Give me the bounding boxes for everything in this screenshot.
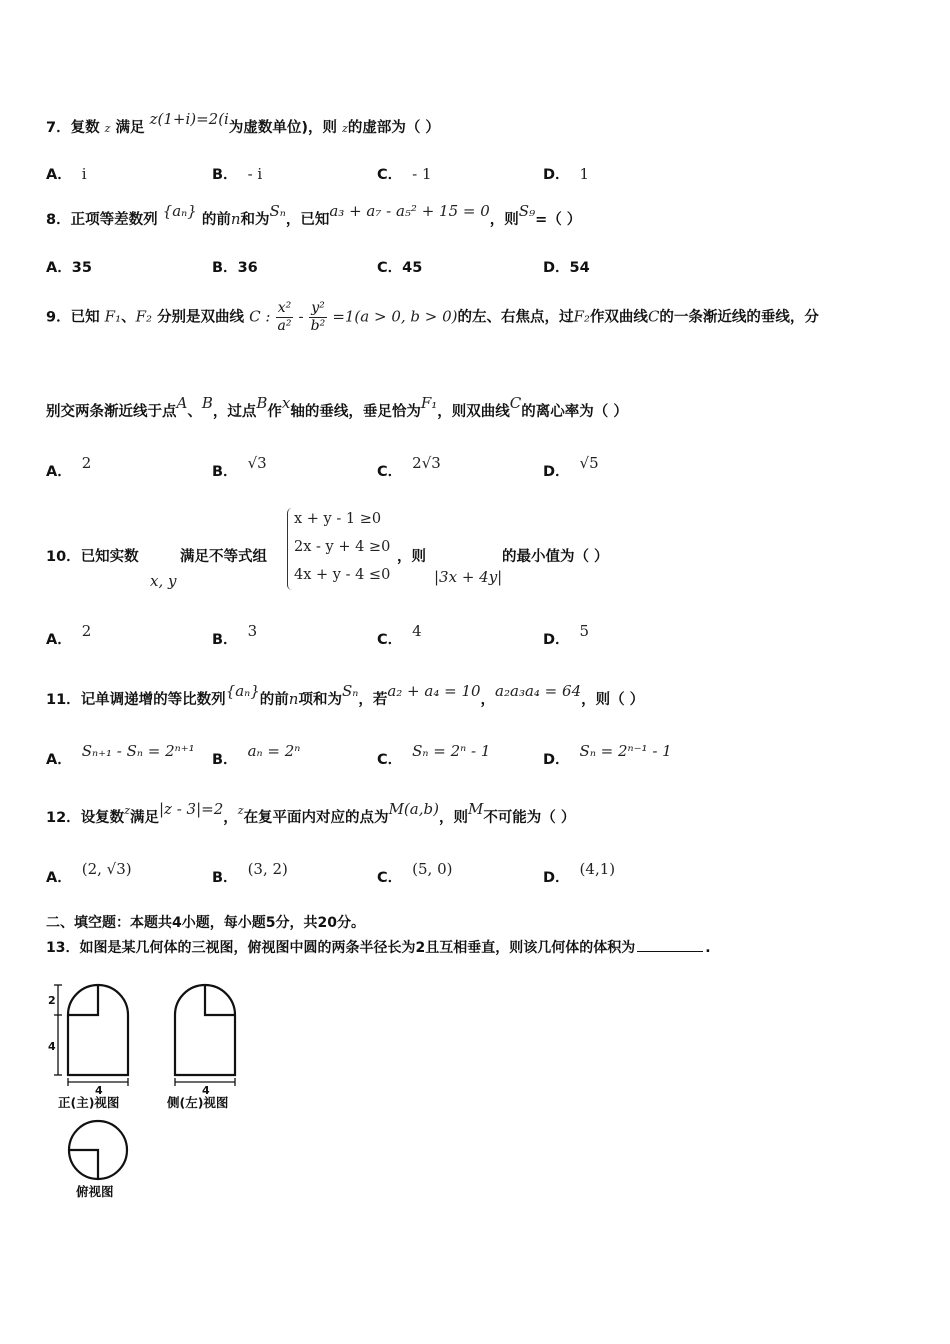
question-13: 13．如图是某几何体的三视图，俯视图中圆的两条半径长为2且互相垂直，则该几何体的体积为 . — [46, 940, 711, 956]
q9-option-c[interactable]: C． 2√3 — [377, 454, 441, 480]
q12-option-a[interactable]: A． (2, √3) — [46, 860, 132, 886]
q10-option-a[interactable]: A． 2 — [46, 622, 92, 648]
q7-equation: z(1+i)=2(i — [149, 110, 229, 128]
q11-option-b[interactable]: B． aₙ = 2ⁿ — [212, 742, 301, 768]
q8-option-b[interactable]: B．36 — [212, 260, 258, 276]
q10-option-b[interactable]: B． 3 — [212, 622, 258, 648]
dim-side-label: 4 — [48, 1040, 56, 1053]
question-7: 7．复数 z 满足 z(1+i)=2(i为虚数单位)，则 z的虚部为（ ） — [46, 110, 440, 136]
x2-over-a2: $\frac{\text{x²}}{\text{a²}}$ — [277, 300, 292, 334]
q12-option-c[interactable]: C． (5, 0) — [377, 860, 453, 886]
question-12: 12．设复数$^z$满足|z - 3|=2，$^z$在复平面内对应的点为M(a,b)，则M不可能为（ ） — [46, 800, 576, 826]
q11-option-c[interactable]: C． Sₙ = 2ⁿ - 1 — [377, 742, 491, 768]
front-view-label: 正(主)视图 — [58, 1095, 120, 1110]
question-8: 8．正项等差数列 {aₙ} 的前n和为Sₙ，已知a₃ + a₇ - a₅² + 15 = 0，则S₉=（ ） — [46, 202, 582, 228]
q7-option-d[interactable]: D． 1 — [543, 165, 590, 183]
q7-option-c[interactable]: C． - 1 — [377, 165, 432, 183]
q11-option-d[interactable]: D． Sₙ = 2ⁿ⁻¹ - 1 — [543, 742, 672, 768]
dim-top-label: 2 — [48, 994, 56, 1007]
q10-option-c[interactable]: C． 4 — [377, 622, 422, 648]
q11-option-a[interactable]: A． Sₙ₊₁ - Sₙ = 2ⁿ⁺¹ — [46, 742, 195, 768]
system-brace — [287, 508, 294, 590]
section-title: 二、填空题：本题共4小题，每小题5分，共20分。 — [46, 915, 365, 931]
q7-option-b[interactable]: B． - i — [212, 165, 263, 183]
inequality-system: x + y - 1 ≥0 2x - y + 4 ≥0 4x + y - 4 ≤0 — [294, 511, 391, 583]
q9-option-a[interactable]: A． 2 — [46, 454, 92, 480]
question-10: 10．已知实数 — [46, 549, 139, 565]
q9-option-b[interactable]: B． √3 — [212, 454, 267, 480]
question-9-line-2: 别交两条渐近线于点A、B，过点B作x轴的垂线，垂足恰为F₁，则双曲线C的离心率为（ ） — [46, 394, 628, 420]
side-view-label: 侧(左)视图 — [167, 1095, 229, 1110]
q12-option-b[interactable]: B． (3, 2) — [212, 860, 288, 886]
top-view-label: 俯视图 — [76, 1184, 114, 1199]
q7-option-a[interactable]: A． i — [46, 165, 87, 183]
q10-vars: x, y — [150, 572, 177, 590]
dim-width-label: 4 — [95, 1084, 103, 1097]
q10-option-d[interactable]: D． 5 — [543, 622, 590, 648]
q10-target: |3x + 4y| — [434, 568, 503, 586]
q8-option-d[interactable]: D．54 — [543, 260, 590, 276]
q9-option-d[interactable]: D． √5 — [543, 454, 599, 480]
y2-over-b2: $\frac{\text{y²}}{\text{b²}}$ — [310, 300, 326, 334]
answer-blank[interactable] — [637, 951, 703, 952]
q12-option-d[interactable]: D． (4,1) — [543, 860, 616, 886]
q8-option-c[interactable]: C．45 — [377, 260, 423, 276]
question-9: 9．已知 F₁、F₂ 分别是双曲线 C : $\frac{\text{x²}}{\text{a²}}$ - $\frac{\text{y²}}{\text{b²}}$ =1(a > 0, b > 0)的左、右焦点，过F₂作双曲线C的一条渐近线的垂线，分 — [46, 300, 819, 334]
q8-option-a[interactable]: A．35 — [46, 260, 92, 276]
three-view-figure — [40, 980, 270, 1210]
question-11: 11．记单调递增的等比数列{aₙ}的前n项和为Sₙ，若a₂ + a₄ = 10，a₂a₃a₄ = 64，则（ ） — [46, 682, 645, 708]
dim-width-side-label: 4 — [202, 1084, 210, 1097]
